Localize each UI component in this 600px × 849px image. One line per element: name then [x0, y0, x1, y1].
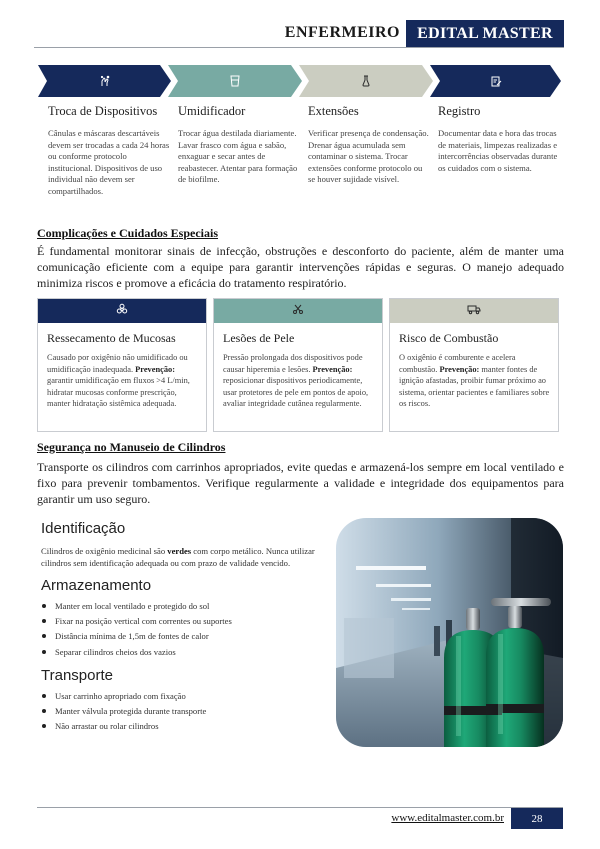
- card-band: [38, 299, 206, 323]
- card-band: [214, 299, 382, 323]
- process-arrow-4: [430, 65, 561, 97]
- card-title: Ressecamento de Mucosas: [47, 331, 176, 345]
- process-step-title: Extensões: [308, 104, 359, 118]
- card-title: Lesões de Pele: [223, 331, 295, 345]
- process-steps: [38, 65, 561, 97]
- process-arrow-2: [168, 65, 302, 97]
- list-item: Manter em local ventilado e protegido do sol: [41, 599, 331, 614]
- header-section-label: ENFERMEIRO: [284, 24, 400, 41]
- flask-icon: [360, 75, 372, 87]
- process-step-4: [438, 104, 560, 174]
- safety-heading: Segurança no Manuseio de Cilindros: [37, 440, 226, 454]
- storage-heading: Armazenamento: [41, 577, 152, 594]
- list-item: Fixar na posição vertical com correntes ou suportes: [41, 614, 331, 629]
- transport-heading: Transporte: [41, 667, 113, 684]
- process-step-text: Documentar data e hora das trocas de materiais, limpezas realizadas e intercorrências observadas durante os cuidados com o sistema.: [438, 128, 558, 173]
- footer-rule: [37, 807, 563, 808]
- list-item: Separar cilindros cheios dos vazios: [41, 645, 331, 660]
- process-step-title: Umidificador: [178, 104, 246, 118]
- complications-heading: Complicações e Cuidados Especiais: [37, 226, 219, 240]
- complications-paragraph: É fundamental monitorar sinais de infecção, obstruções e desconforto do paciente, além de manter uma comunicação eficiente com a equipe para garantir intervenções rápidas e seguras. O manejo adequado minimiza riscos e promove a eficácia do tratamento respiratório.: [37, 244, 564, 290]
- card-text: Causado por oxigênio não umidificado ou umidificação inadequada. Prevenção: garantir umidificação em fluxos >4 L/min, hidratar mucosas conforme prescrição, manter hidratação sistêmica adequada.: [47, 353, 190, 409]
- footer-url-link[interactable]: www.editalmaster.com.br: [391, 812, 504, 824]
- process-arrow-3: [299, 65, 433, 97]
- hands-wash-icon: [99, 75, 111, 87]
- list-item: Distância mínima de 1,5m de fontes de calor: [41, 629, 331, 644]
- card-combustion: [389, 298, 559, 432]
- clipboard-edit-icon: [490, 75, 502, 87]
- list-item: Não arrastar ou rolar cilindros: [41, 719, 331, 734]
- storage-list: [41, 599, 331, 660]
- card-skin: [213, 298, 383, 432]
- page-header: [34, 20, 564, 48]
- process-step-text: Trocar água destilada diariamente. Lavar frasco com água e sabão, enxaguar e secar antes de reabastecer. Atentar para formação de biofilme.: [178, 128, 298, 185]
- identification-heading: Identificação: [41, 520, 126, 537]
- oxygen-cylinders-illustration: [336, 518, 563, 747]
- page-number: 28: [511, 808, 563, 829]
- scissors-icon: [292, 302, 304, 320]
- process-arrow-1: [38, 65, 171, 97]
- process-descriptions: [46, 104, 566, 204]
- transport-list: [41, 689, 331, 735]
- header-brand: EDITAL MASTER: [406, 20, 564, 47]
- card-text: O oxigênio é comburente e acelera combustão. Prevenção: manter fontes de ignição afastadas, proibir fumar próximo ao sistema, orientar pacientes e familiares sobre os riscos.: [399, 353, 550, 409]
- card-band: [390, 299, 558, 323]
- fire-truck-icon: [467, 302, 481, 320]
- safety-paragraph: Transporte os cilindros com carrinhos apropriados, evite quedas e armazená-los sempre em local ventilado e fixo para prevenir tombamentos. Verifique regularmente a validade e integridade dos equipamentos para garantir um uso seguro.: [37, 460, 564, 506]
- process-step-text: Cânulas e máscaras descartáveis devem ser trocadas a cada 24 horas ou conforme protocolo institucional. Dispositivos de uso individual não devem ser compartilhados.: [48, 128, 170, 196]
- process-step-text: Verificar presença de condensação. Drenar água acumulada sem contaminar o sistema. Trocar extensões conforme protocolo ou se houver sujidade visível.: [308, 128, 429, 185]
- card-title: Risco de Combustão: [399, 331, 499, 345]
- list-item: Usar carrinho apropriado com fixação: [41, 689, 331, 704]
- process-step-2: [178, 104, 300, 186]
- list-item: Manter válvula protegida durante transporte: [41, 704, 331, 719]
- water-glass-icon: [229, 75, 241, 87]
- complications-cards: [37, 298, 560, 432]
- process-step-3: [308, 104, 430, 186]
- identification-text: Cilindros de oxigênio medicinal são verdes com corpo metálico. Nunca utilizar cilindros sem identificação adequada ou com prazo de validade vencido.: [41, 546, 315, 568]
- process-step-1: [48, 104, 170, 198]
- biohazard-icon: [116, 302, 128, 320]
- process-step-title: Troca de Dispositivos: [48, 104, 158, 118]
- process-step-title: Registro: [438, 104, 481, 118]
- header-rule: [34, 47, 564, 48]
- card-text: Pressão prolongada dos dispositivos pode causar hiperemia e lesões. Prevenção: reposicionar dispositivos periodicamente, usar protetores de pele em pontos de apoio, avaliar integridade cutânea regularmente.: [223, 353, 369, 409]
- card-mucosa: [37, 298, 207, 432]
